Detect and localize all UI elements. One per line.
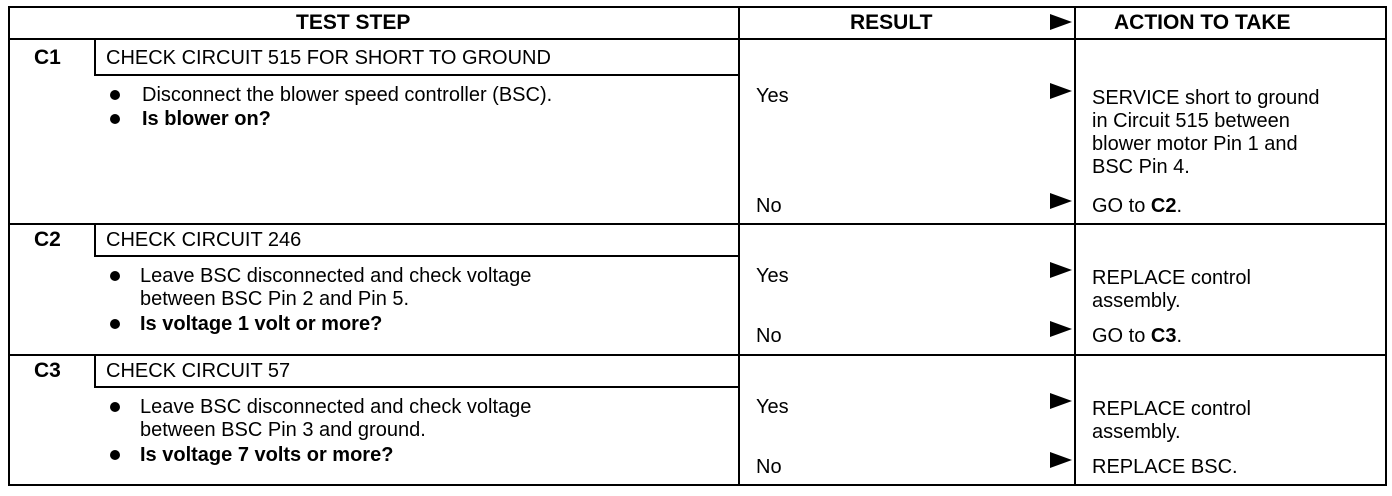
- c3-bullet-2: Is voltage 7 volts or more?: [140, 444, 394, 466]
- c2-id-divider: [94, 223, 96, 256]
- header-result: RESULT: [850, 11, 933, 34]
- c1-id-divider: [94, 38, 96, 75]
- step-id-c1: C1: [34, 46, 61, 69]
- bullet-icon: [110, 271, 120, 281]
- c1-action-yes-line-1: SERVICE short to ground: [1092, 87, 1320, 109]
- c1-action-no-ref: C2: [1150, 195, 1177, 217]
- column-divider-result: [738, 6, 740, 486]
- c3-action-yes-line-2: assembly.: [1092, 421, 1181, 443]
- arrow-right-icon: [1050, 321, 1072, 337]
- c3-result-no: No: [756, 456, 782, 478]
- header-arrow-icon: [1050, 14, 1072, 30]
- arrow-right-icon: [1050, 193, 1072, 209]
- c2-bullet-2: Is voltage 1 volt or more?: [140, 313, 383, 335]
- c3-result-yes: Yes: [756, 396, 789, 418]
- c3-action-no: REPLACE BSC.: [1092, 456, 1238, 478]
- c1-title-underline: [94, 74, 739, 76]
- c1-action-no: GO to C2.: [1092, 195, 1183, 217]
- c2-action-yes-line-1: REPLACE control: [1092, 267, 1251, 289]
- c1-result-yes: Yes: [756, 85, 789, 107]
- c1-action-yes-line-2: in Circuit 515 between: [1092, 110, 1290, 132]
- c2-title-underline: [94, 255, 739, 257]
- bullet-icon: [110, 450, 120, 460]
- c2-action-no: GO to C3.: [1092, 325, 1183, 347]
- header-test-step: TEST STEP: [296, 11, 411, 34]
- bullet-icon: [110, 114, 120, 124]
- header-action: ACTION TO TAKE: [1114, 11, 1291, 34]
- arrow-right-icon: [1050, 452, 1072, 468]
- row-divider-c2: [8, 223, 1387, 225]
- arrow-right-icon: [1050, 393, 1072, 409]
- c3-title-underline: [94, 386, 739, 388]
- c2-action-no-ref: C3: [1150, 325, 1177, 347]
- c1-bullet-1: Disconnect the blower speed controller (BSC).: [142, 84, 553, 106]
- c2-bullet-1-cont: between BSC Pin 2 and Pin 5.: [140, 288, 410, 310]
- step-id-c3: C3: [34, 359, 61, 382]
- c2-result-yes: Yes: [756, 265, 789, 287]
- step-title-c3: CHECK CIRCUIT 57: [106, 360, 291, 382]
- c1-result-no: No: [756, 195, 782, 217]
- c3-bullet-1: Leave BSC disconnected and check voltage: [140, 396, 532, 418]
- arrow-right-icon: [1050, 262, 1072, 278]
- column-divider-action: [1074, 6, 1076, 486]
- c2-bullet-1: Leave BSC disconnected and check voltage: [140, 265, 532, 287]
- step-title-c2: CHECK CIRCUIT 246: [106, 229, 302, 251]
- c1-bullet-2: Is blower on?: [142, 108, 271, 130]
- c1-action-yes-line-3: blower motor Pin 1 and: [1092, 133, 1298, 155]
- c2-result-no: No: [756, 325, 782, 347]
- bullet-icon: [110, 90, 120, 100]
- c2-action-yes-line-2: assembly.: [1092, 290, 1181, 312]
- c3-action-yes-line-1: REPLACE control: [1092, 398, 1251, 420]
- bullet-icon: [110, 402, 120, 412]
- c3-id-divider: [94, 354, 96, 387]
- table-border-right: [1385, 6, 1387, 486]
- step-title-c1: CHECK CIRCUIT 515 FOR SHORT TO GROUND: [106, 47, 551, 69]
- table-border-bottom: [8, 484, 1387, 486]
- table-border-left: [8, 6, 10, 486]
- row-divider-c3: [8, 354, 1387, 356]
- header-divider: [8, 38, 1387, 40]
- bullet-icon: [110, 319, 120, 329]
- table-border-top: [8, 6, 1387, 8]
- arrow-right-icon: [1050, 83, 1072, 99]
- step-id-c2: C2: [34, 228, 61, 251]
- c1-action-yes-line-4: BSC Pin 4.: [1092, 156, 1190, 178]
- c3-bullet-1-cont: between BSC Pin 3 and ground.: [140, 419, 426, 441]
